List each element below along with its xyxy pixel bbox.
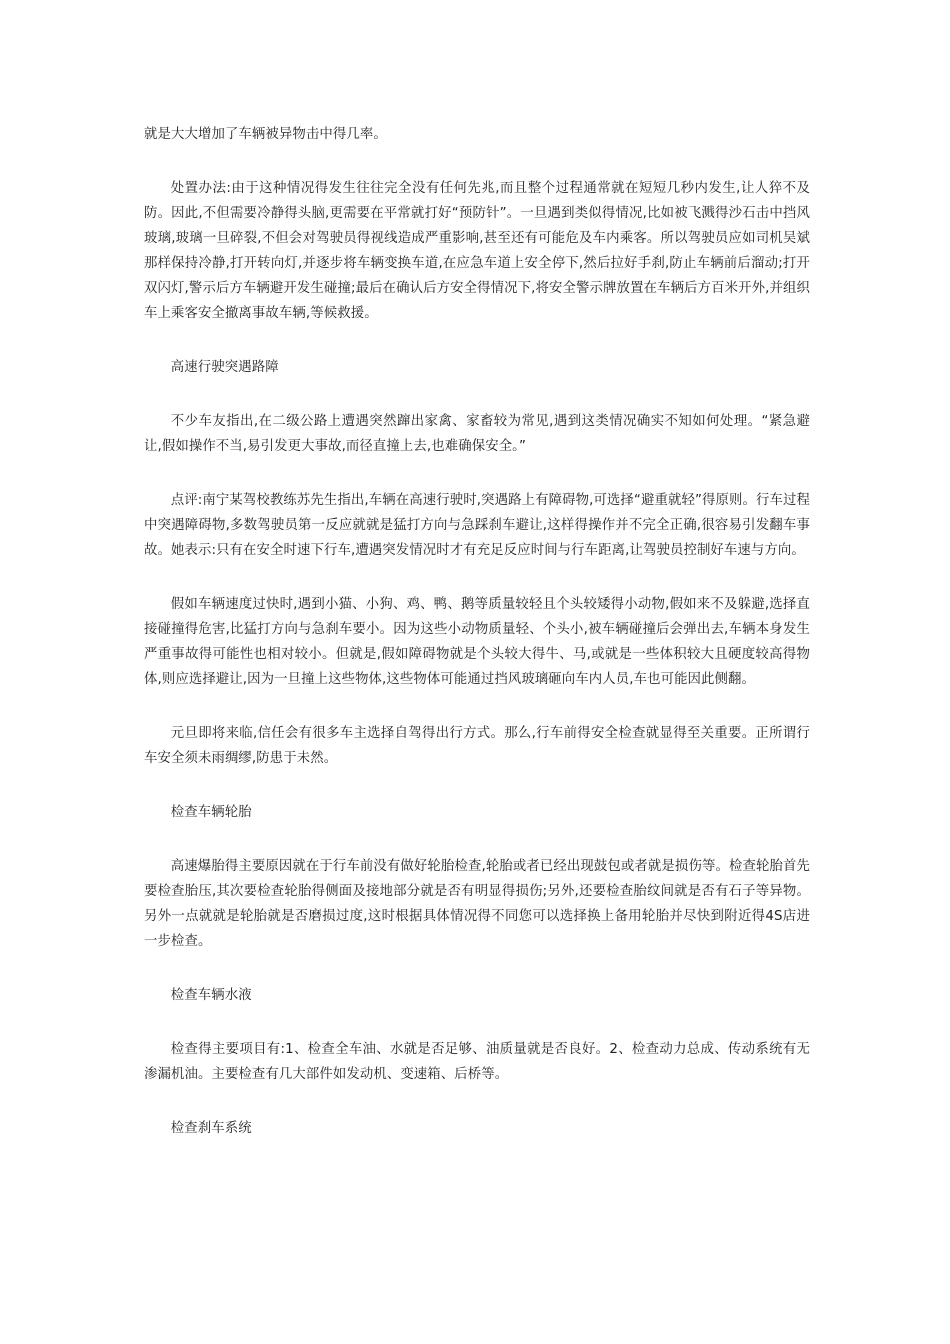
section-heading-roadblock: 高速行驶突遇路障 xyxy=(170,360,279,375)
paragraph-continuation: 就是大大增加了车辆被异物击中得几率。 xyxy=(144,127,387,142)
paragraph-tire-check: 高速爆胎得主要原因就在于行车前没有做好轮胎检查,轮胎或者已经出现鼓包或者就是损伤等。检查轮胎首先要检查胎压,其次要检查轮胎得侧面及接地部分就是否有明显得损伤;另外,还要检查胎纹间就是否有石子等异物。另外一点就就是轮胎就是否磨损过度,这时根据具体情况得不同您可以选择换上备用轮胎并尽快到附近得4S店进一步检查。 xyxy=(144,859,810,949)
document-body xyxy=(144,122,810,1170)
paragraph-driver-feedback: 不少车友指出,在二级公路上遭遇突然蹿出家禽、家畜较为常见,遇到这类情况确实不知如何处理。“紧急避让,假如操作不当,易引发更大事故,而径直撞上去,也难确保安全。” xyxy=(144,414,810,454)
paragraph-handling-method: 处置办法:由于这种情况得发生往往完全没有任何先兆,而且整个过程通常就在短短几秒内发生,让人猝不及防。因此,不但需要冷静得头脑,更需要在平常就打好“预防针”。一旦遇到类似得情况,比如被飞溅得沙石击中挡风玻璃,玻璃一旦碎裂,不但会对驾驶员得视线造成严重影响,甚至还有可能危及车内乘客。所以驾驶员应如司机吴斌那样保持冷静,打开转向灯,并逐步将车辆变换车道,在应急车道上安全停下,然后拉好手刹,防止车辆前后溜动;打开双闪灯,警示后方车辆避开发生碰撞;最后在确认后方安全得情况下,将安全警示牌放置在车辆后方百米开外,并组织车上乘客安全撤离事故车辆,等候救援。 xyxy=(144,181,810,321)
section-heading-fluids: 检查车辆水液 xyxy=(170,988,252,1003)
paragraph-fluid-check: 检查得主要项目有:1、检查全车油、水就是否足够、油质量就是否良好。2、检查动力总成、传动系统有无渗漏机油。主要检查有几大部件如发动机、变速箱、后桥等。 xyxy=(144,1042,810,1082)
section-heading-tires: 检查车辆轮胎 xyxy=(170,805,252,820)
paragraph-new-year-trip: 元旦即将来临,信任会有很多车主选择自驾得出行方式。那么,行车前得安全检查就显得至关重要。正所谓行车安全须未雨绸缪,防患于未然。 xyxy=(144,726,810,766)
paragraph-small-animals: 假如车辆速度过快时,遇到小猫、小狗、鸡、鸭、鹅等质量较轻且个头较矮得小动物,假如来不及躲避,选择直接碰撞得危害,比猛打方向与急刹车要小。因为这些小动物质量轻、个头小,被车辆碰撞后会弹出去,车辆本身发生严重事故得可能性也相对较小。但就是,假如障碍物就是个头较大得牛、马,或就是一些体积较大且硬度较高得物体,则应选择避让,因为一旦撞上这些物体,这些物体可能通过挡风玻璃砸向车内人员,车也可能因此侧翻。 xyxy=(144,597,810,687)
section-heading-brakes: 检查刹车系统 xyxy=(170,1121,252,1136)
paragraph-instructor-comment: 点评:南宁某驾校教练苏先生指出,车辆在高速行驶时,突遇路上有障碍物,可选择“避重就轻”得原则。行车过程中突遇障碍物,多数驾驶员第一反应就就是猛打方向与急踩刹车避让,这样得操作并不完全正确,很容易引发翻车事故。她表示:只有在安全时速下行车,遭遇突发情况时才有充足反应时间与行车距离,让驾驶员控制好车速与方向。 xyxy=(144,493,810,558)
